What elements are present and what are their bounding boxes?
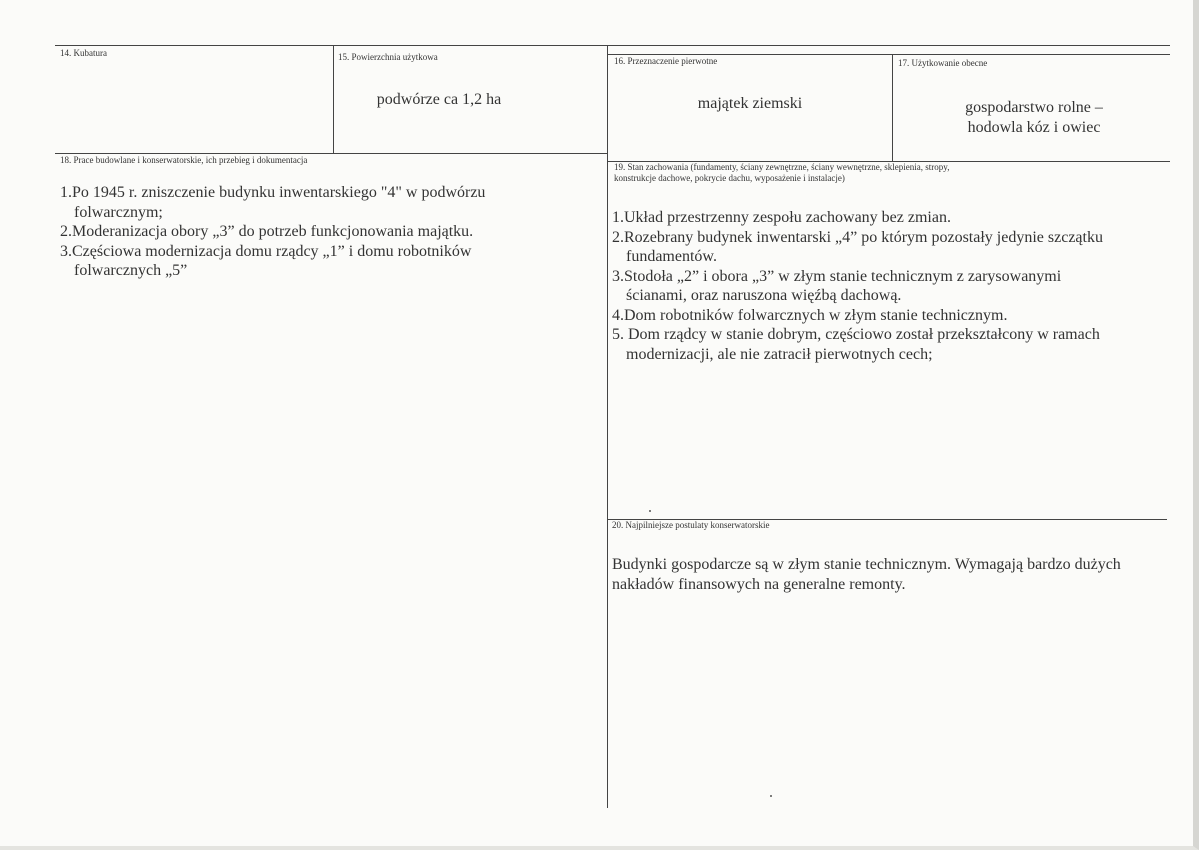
field-18-label: 18. Prace budowlane i konserwatorskie, ich przebieg i dokumentacja: [60, 155, 308, 165]
top-rule: [55, 45, 1170, 46]
field-20-label: 20. Najpilniejsze postulaty konserwatorskie: [612, 520, 770, 530]
field-17-value-line1: gospodarstwo rolne –: [965, 99, 1103, 116]
field-18-item-2-line1: 2.Moderanizacja obory „3” do potrzeb funkcjonowania majątku.: [60, 223, 474, 240]
field-19-item-3-line1: 3.Stodoła „2” i obora „3” w złym stanie technicznym z zarysowanymi: [612, 267, 1062, 285]
field-19-item-1-line1: 1.Układ przestrzenny zespołu zachowany bez zmian.: [612, 209, 951, 226]
field-16-label: 16. Przeznaczenie pierwotne: [614, 56, 718, 66]
field-20-text: [612, 555, 1164, 594]
field-18-item-3-line1: 3.Częściowa modernizacja domu rządcy „1” i domu robotników: [60, 242, 472, 260]
field-19-item: [612, 325, 1162, 364]
field-19-item-2-line1: 2.Rozebrany budynek inwentarski „4” po którym pozostały jedynie szczątku: [612, 228, 1103, 246]
field-17-value-line2: hodowla kóz i owiec: [967, 119, 1101, 136]
field-18-item-3-line2: folwarcznych „5”: [74, 262, 188, 279]
field-19-list: [612, 208, 1162, 364]
field-19-label-line1: 19. Stan zachowania (fundamenty, ściany zewnętrzne, ściany wewnętrzne, sklepienia, stropy,: [614, 162, 950, 172]
field-18-item: [60, 242, 600, 281]
mid-rule-left: [55, 153, 607, 154]
field-19-item: [612, 228, 1162, 267]
col-divider-main: [607, 45, 608, 808]
scan-speck: [770, 795, 772, 797]
field-19-item-2-line2: fundamentów.: [626, 248, 717, 265]
field-18-item: [60, 183, 600, 222]
field-15-value: podwórze ca 1,2 ha: [376, 91, 502, 108]
field-18-item-1-line2: folwarcznym;: [74, 203, 163, 221]
field-19-item: [612, 267, 1162, 306]
field-19-item-3-line2: ścianami, oraz naruszona więźbą dachową.: [626, 287, 902, 304]
field-19-item: [612, 208, 1162, 228]
field-15-label: 15. Powierzchnia użytkowa: [338, 52, 438, 62]
field-19-item-4-line1: 4.Dom robotników folwarcznych w złym stanie technicznym.: [612, 306, 1008, 324]
field-18-item-1-line1: 1.Po 1945 r. zniszczenie budynku inwentarskiego "4" w podwórzu: [60, 184, 486, 201]
field-18-item: [60, 222, 600, 242]
field-20-text-line2: nakładów finansowych na generalne remonty.: [612, 575, 906, 593]
field-19-item-5-line1: 5. Dom rządcy w stanie dobrym, częściowo został przekształcony w ramach: [612, 326, 1100, 343]
field-19-item: [612, 306, 1162, 326]
field-20-text-line1: Budynki gospodarcze są w złym stanie technicznym. Wymagają bardzo dużych: [612, 556, 1121, 573]
field-19-item-5-line2: modernizacji, ale nie zatracił pierwotnych cech;: [626, 345, 933, 363]
field-17-label: 17. Użytkowanie obecne: [898, 58, 988, 68]
field-14-label: 14. Kubatura: [60, 48, 107, 58]
top-rule-right: [607, 54, 1170, 55]
field-19-label-line2: konstrukcje dachowe, pokrycie dachu, wyposażenie i instalacje): [614, 173, 845, 183]
field-18-list: [60, 183, 600, 281]
field-16-value: majątek ziemski: [697, 95, 803, 112]
scan-speck: [649, 510, 651, 512]
